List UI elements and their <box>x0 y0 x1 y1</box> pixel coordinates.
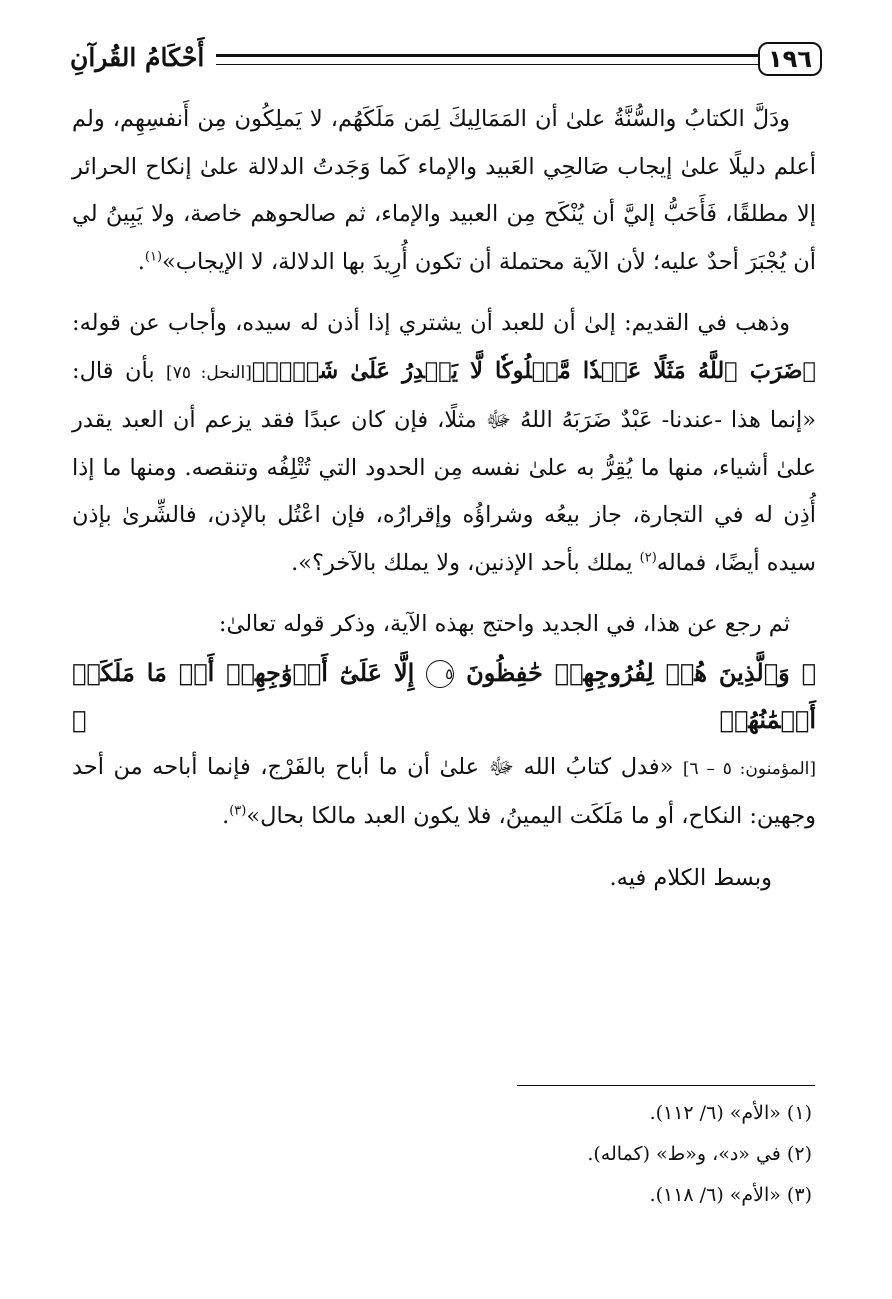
footnote-2: (٢) في «د»، و«ط» (كماله). <box>587 1143 812 1165</box>
page-number: ١٩٦ <box>758 42 822 76</box>
footnote-3: (٣) «الأم» (٦/ ١١٨). <box>649 1184 812 1206</box>
paragraph-1-end: . <box>137 248 145 275</box>
paragraph-1 <box>72 96 816 286</box>
footnote-marker-3: (٣) <box>229 803 247 819</box>
paragraph-4: وبسط الكلام فيه. <box>609 864 772 891</box>
paragraph-3 <box>72 601 816 649</box>
paragraph-2-body: بأن قال: «إنما هذا -عندنا- عَبْدٌ ضَرَبَهُ اللهُ ﷻ مثلًا، فإن كان عبدًا فقد يزعم أن العبد يقدر علىٰ أشياء، منها ما يُقِرُّ به علىٰ نفسه مِن الحدود التي تُتْلِفُه وتنقصه. ومنها ما إذا أُذِن له في التجارة، جاز بيعُه وشراؤُه وإقرارُه، فإن اعْتُل بالإذن، فالشِّرىٰ بإذن سيده أيضًا، فماله <box>72 357 816 576</box>
footnote-marker-1: (١) <box>144 249 163 264</box>
paragraph-1-text: ودَلَّ الكتابُ والسُّنَّةُ علىٰ أن المَمَالِيكَ لِمَن مَلَكَهُم، لا يَملِكُون مِن أَنفسِهِم، ولم أعلم دليلًا علىٰ إيجاب صَالحِي العَبيد والإماء كَما وَجَدتُ الدلالة علىٰ إنكاح الحرائر إلا مطلقًا، فَأَحَبُّ إليَّ أن يُنْكَح مِن العبيد والإماء، ثم صالحوهم خاصة، ولا يَبِينُ لي أن يُجْبَرَ أحدٌ عليه؛ لأن الآية محتملة أن تكون أُرِيدَ بها الدلالة، لا الإيجاب» <box>72 106 816 275</box>
quran-quote-nahl: ﴿ضَرَبَ ٱللَّهُ مَثَلًا عَبۡدٗا مَّمۡلُوكٗا لَّا يَقۡدِرُ عَلَىٰ شَيۡءٖ﴾ <box>251 357 816 384</box>
quran-quote-muminun <box>72 649 816 744</box>
paragraph-2 <box>72 300 816 587</box>
main-text <box>72 96 816 902</box>
paragraph-2-intro: وذهب في القديم: إلىٰ أن للعبد أن يشتري إذا أذن له سيده، وأجاب عن قوله: <box>72 310 790 336</box>
paragraph-3-body: «فدل كتابُ الله ﷻ علىٰ أن ما أباح بالفَرْج، فإنما أباحه من أحد وجهين: النكاح، أو ما مَلَكَت اليمينُ، فلا يكون العبد مالكا بحال» <box>72 753 816 829</box>
footnote-separator <box>517 1085 815 1086</box>
footnote-marker-2: (٢) <box>639 550 657 565</box>
page-header <box>70 38 822 86</box>
header-rule <box>216 54 758 65</box>
paragraph-3-cont <box>72 744 816 841</box>
book-title: أَحْكَامُ القُرآنِ <box>70 43 205 72</box>
quran-quote-part-b: إِلَّا عَلَىٰٓ أَزۡوَٰجِهِمۡ أَوۡ مَا مَلَكَتۡ أَيۡمَٰنُهُمۡ ﴾ <box>72 657 816 734</box>
paragraph-3-intro: ثم رجع عن هذا، في الجديد واحتج بهذه الآية، وذكر قوله تعالىٰ: <box>218 611 790 637</box>
quran-quote-part-a: ﴿ وَٱلَّذِينَ هُمۡ لِفُرُوجِهِمۡ حَٰفِظُونَ <box>466 657 817 687</box>
footnote-1: (١) «الأم» (٦/ ١١٢). <box>649 1102 812 1124</box>
verse-reference-nahl: [النحل: ٧٥] <box>166 362 252 383</box>
footnotes <box>72 1093 816 1216</box>
verse-reference-muminun: [المؤمنون: ٥ – ٦] <box>682 758 816 779</box>
paragraph-2-end: يملك بأحد الإذنين، ولا يملك بالآخر؟». <box>291 549 633 576</box>
paragraph-3-end: . <box>222 803 230 829</box>
verse-number-marker: ٥ <box>426 660 454 688</box>
